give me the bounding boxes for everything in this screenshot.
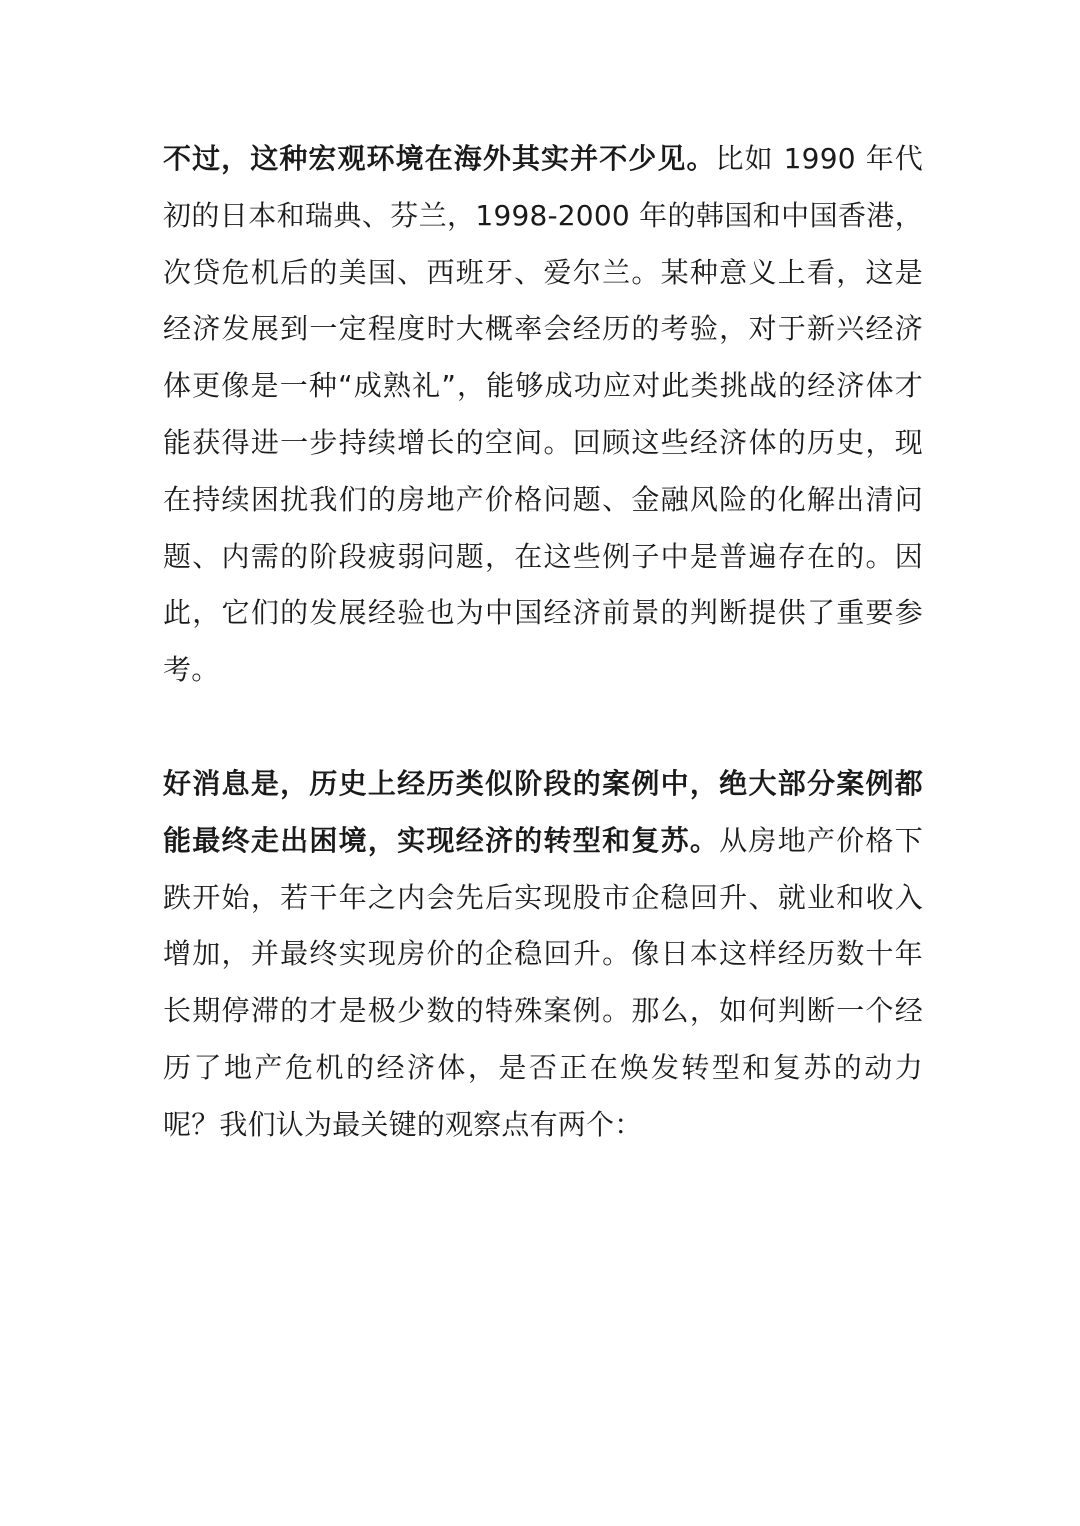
paragraph-overseas-cases [163, 131, 923, 699]
paragraph-body-text: 比如 1990 年代初的日本和瑞典、芬兰，1998-2000 年的韩国和中国香港，次贷危机后的美国、西班牙、爱尔兰。某种意义上看，这是经济发展到一定程度时大概率会经历的考验，对于新兴经济体更像是一种“成熟礼”，能够成功应对此类挑战的经济体才能获得进一步持续增长的空间。回顾这些经济体的历史，现在持续困扰我们的房地产价格问题、金融风险的化解出清问题、内需的阶段疲弱问题，在这些例子中是普遍存在的。因此，它们的发展经验也为中国经济前景的判断提供了重要参考。 [163, 142, 923, 687]
paragraph-lead-bold: 不过，这种宏观环境在海外其实并不少见。 [163, 142, 716, 175]
paragraph-recovery-outlook [163, 756, 923, 1154]
paragraph-lead-bold: 好消息是，历史上经历类似阶段的案例中，绝大部分案例都能最终走出困境，实现经济的转型和复苏。 [163, 766, 923, 857]
article-body [163, 131, 923, 1154]
paragraph-body-text: 从房地产价格下跌开始，若干年之内会先后实现股市企稳回升、就业和收入增加，并最终实现房价的企稳回升。像日本这样经历数十年长期停滞的才是极少数的特殊案例。那么，如何判断一个经历了地产危机的经济体，是否正在焕发转型和复苏的动力呢？我们认为最关键的观察点有两个： [163, 823, 923, 1141]
